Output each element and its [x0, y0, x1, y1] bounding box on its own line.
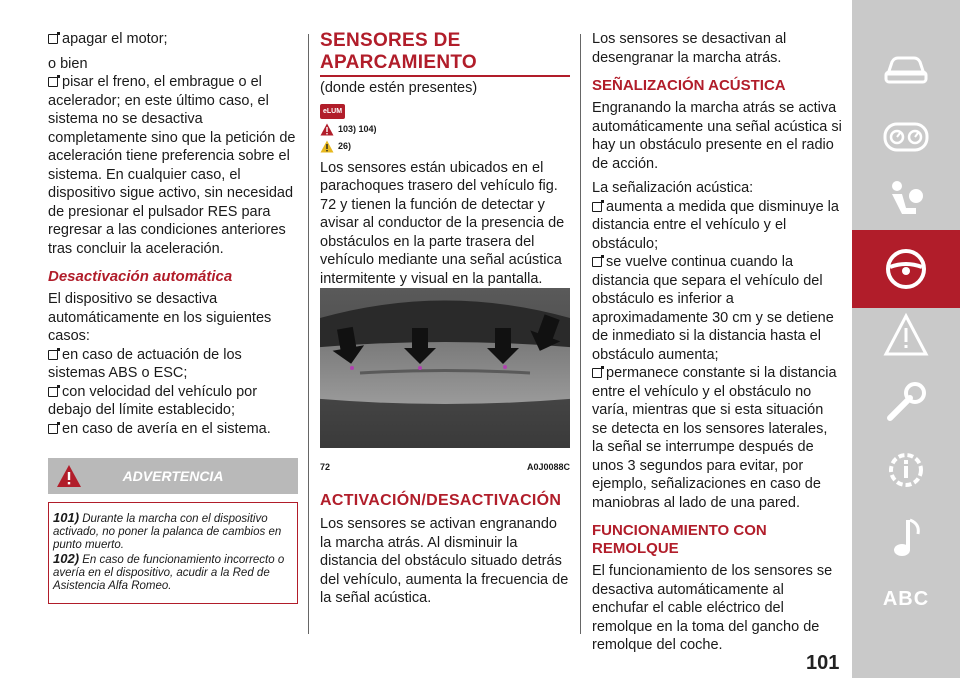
checkbox-bullet-icon [48, 424, 58, 434]
column-divider [308, 34, 309, 634]
list-item: pisar el freno, el embrague o el acelerador; en este último caso, el sistema no se desactiva completamente sino que la petición de aceleración tiene preferencia sobre el sistema. En cualquier caso, el dispositivo sigue activo, sin necesidad de presionar el pulsador RES para regresar a las condiciones anteriores tras concluir la aceleración. [48, 74, 296, 257]
gear-info-icon[interactable] [882, 446, 930, 494]
steering-wheel-icon[interactable] [882, 245, 930, 293]
page-number: 101 [806, 652, 840, 674]
abc-index-label[interactable]: ABC [882, 588, 930, 610]
list-item: con velocidad del vehículo por debajo del límite establecido; [48, 383, 258, 418]
list-item: en caso de avería en el sistema. [48, 420, 298, 439]
warning-triangle-icon [320, 123, 334, 136]
list-item: aumenta a medida que disminuye la distancia entre el vehículo y el obstáculo; [592, 198, 839, 252]
figure-code: A0J0088C [526, 462, 570, 472]
remolque-text: El funcionamiento de los sensores se desactiva automáticamente al enchufar el cable eléctrico del remolque en la toma del gancho de remolque del coche. [592, 563, 833, 653]
warning-text-102: En caso de funcionamiento incorrecto o avería en el dispositivo, acudir a la Red de Asistencia Alfa Romeo. [53, 554, 285, 592]
warning-box [48, 458, 298, 604]
music-note-icon[interactable] [882, 514, 930, 562]
caution-triangle-icon [320, 140, 334, 153]
airbag-seat-icon[interactable] [882, 176, 930, 224]
warning-header [48, 458, 298, 494]
list-item: apagar el motor; [48, 30, 298, 49]
checkbox-bullet-icon [592, 257, 602, 267]
column-right [592, 30, 842, 655]
rear-bumper-illustration [320, 288, 570, 448]
heading-activacion: ACTIVACIÓN/DESACTIVACIÓN [320, 492, 562, 509]
checkbox-bullet-icon [592, 202, 602, 212]
column-left [48, 30, 298, 604]
dashboard-gauges-icon[interactable] [882, 112, 930, 160]
list-item: permanece constante si la distancia entre el vehículo y el obstáculo no varía, mientras que si esta situación se detecta en los sensores laterales, la señal se interrumpe después de unos 3 segundos para evitar, por ejemplo, señalizaciones en caso de maniobras al lado de una pared. [592, 365, 837, 511]
desactivacion-text: El dispositivo se desactiva automáticamente en los siguientes casos: [48, 291, 272, 344]
caution-ref-line: 26) [320, 140, 570, 153]
o-bien-text: o bien [48, 55, 88, 72]
column-middle [320, 30, 570, 288]
chapter-sidebar [852, 0, 960, 678]
checkbox-bullet-icon [592, 368, 602, 378]
figure-number: 72 [320, 462, 331, 472]
heading-senal: SEÑALIZACIÓN ACÚSTICA [592, 77, 786, 94]
list-item: se vuelve continua cuando la distancia que separa el vehículo del obstáculo es inferior a aproximadamente 30 cm y se detiene de inmediato si la distancia hasta el obstáculo aumenta; [592, 254, 834, 363]
warning-text-101: Durante la marcha con el dispositivo activado, no poner la palanca de cambios en punto muerto. [53, 513, 282, 551]
elum-badge: eLUM [320, 104, 345, 119]
checkbox-bullet-icon [48, 387, 58, 397]
column-divider [580, 34, 581, 634]
warning-title: ADVERTENCIA [122, 468, 224, 484]
intro-text: Los sensores están ubicados en el parachoques trasero del vehículo fig. 72 y tienen la función de detectar y avisar al conductor de la presencia de obstáculos en la parte trasera del vehículo mediante una señal acústica intermitente y visual en la pantalla. [320, 159, 565, 287]
figure-caption [320, 462, 570, 472]
heading-remolque: FUNCIONAMIENTO CON REMOLQUE [592, 522, 767, 557]
activacion-text: Los sensores se activan engranando la marcha atrás. Al disminuir la distancia del obstáculo situado detrás del vehículo, aumenta la frecuencia de la señal acústica. [320, 516, 569, 606]
column-middle-lower [320, 490, 570, 608]
checkbox-bullet-icon [48, 77, 58, 87]
checkbox-bullet-icon [48, 34, 58, 44]
warning-ref-line: 103) 104) [320, 123, 570, 136]
section-subtitle: (donde estén presentes) [320, 80, 478, 96]
warning-ref-102: 102) [53, 551, 80, 566]
warning-body [48, 502, 298, 604]
warning-ref-101: 101) [53, 510, 80, 525]
section-title: SENSORES DE APARCAMIENTO [320, 30, 570, 77]
senal-label: La señalización acústica: [592, 180, 754, 196]
warning-triangle-icon[interactable] [882, 312, 930, 360]
checkbox-bullet-icon [48, 350, 58, 360]
senal-text: Engranando la marcha atrás se activa automáticamente una señal acústica si hay un obstáculo presente en el radio de acción. [592, 100, 842, 172]
car-icon[interactable] [882, 44, 930, 92]
bumper-sensor-photo [320, 288, 570, 448]
heading-desactivacion: Desactivación automática [48, 268, 233, 285]
deact-text: Los sensores se desactivan al desengranar la marcha atrás. [592, 31, 787, 66]
list-item: en caso de actuación de los sistemas ABS o ESC; [48, 346, 242, 381]
wrench-icon[interactable] [882, 378, 930, 426]
